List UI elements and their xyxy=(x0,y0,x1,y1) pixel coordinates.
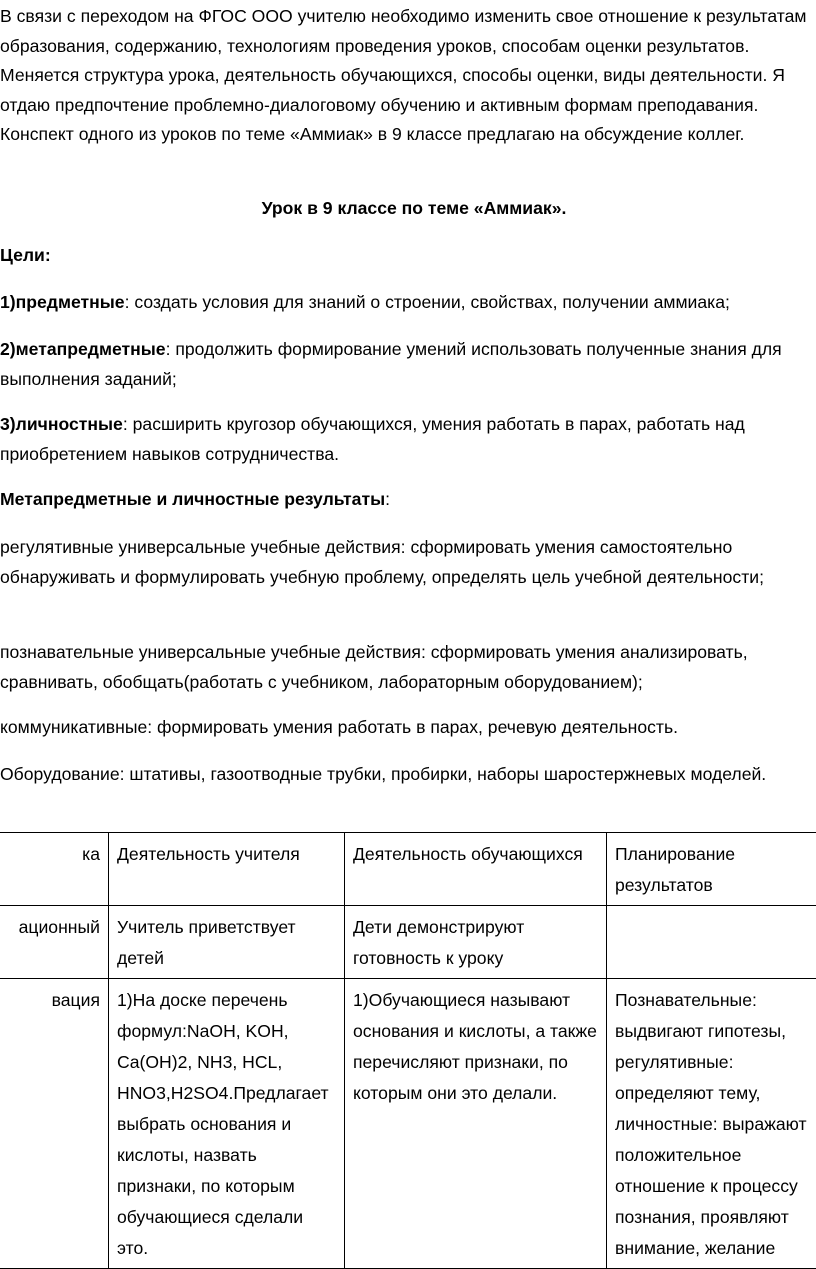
result-regulative: регулятивные универсальные учебные действия: сформировать умения самостоятельно обнаруживать и формулировать учебную проблему, определять цель учебной деятельности; xyxy=(0,533,812,592)
result-communicative: коммуникативные: формировать умения работать в парах, речевую деятельность. xyxy=(0,713,812,743)
table-cell: Дети демонстрируют готовность к уроку xyxy=(345,906,607,979)
equipment-paragraph: Оборудование: штативы, газоотводные трубки, пробирки, наборы шаростержневых моделей. xyxy=(0,760,812,790)
goal-subject-label: 1)предметные xyxy=(0,292,125,312)
goal-metasubject-text: : продолжить формирование умений использовать полученные знания для выполнения заданий; xyxy=(0,339,782,389)
table-cell: ационный xyxy=(0,906,109,979)
table-cell: Учитель приветствует детей xyxy=(109,906,345,979)
lesson-table xyxy=(0,832,816,1269)
table-header-cell: Деятельность учителя xyxy=(109,833,345,906)
goal-metasubject-label: 2)метапредметные xyxy=(0,339,166,359)
lesson-title: Урок в 9 классе по теме «Аммиак». xyxy=(0,194,816,224)
table-cell: 1)На доске перечень формул:NaOH, KOH, Ca(OH)2, NH3, HCL, HNO3,H2SO4.Предлагает выбрать основания и кислоты, назвать признаки, по которым обучающиеся сделали это. xyxy=(109,979,345,1269)
goal-metasubject xyxy=(0,335,800,394)
results-heading xyxy=(0,485,390,515)
results-heading-label: Метапредметные и личностные результаты xyxy=(0,489,385,509)
table-cell: 1)Обучающиеся называют основания и кислоты, а также перечисляют признаки, по которым они это делали. xyxy=(345,979,607,1269)
results-heading-colon: : xyxy=(385,489,390,509)
table-cell xyxy=(607,906,816,979)
table-header-cell: ка xyxy=(0,833,109,906)
table-row xyxy=(0,979,816,1269)
table-header-row xyxy=(0,833,816,906)
goal-subject-text: : создать условия для знаний о строении, свойствах, получении аммиака; xyxy=(125,292,730,312)
table-cell: вация xyxy=(0,979,109,1269)
goal-personal-label: 3)личностные xyxy=(0,414,123,434)
table-row xyxy=(0,906,816,979)
table-cell: Познавательные: выдвигают гипотезы, регулятивные: определяют тему, личностные: выражают положительное отношение к процессу познания, проявляют внимание, желание xyxy=(607,979,816,1269)
goals-heading: Цели: xyxy=(0,241,51,271)
table-header-cell: Планирование результатов xyxy=(607,833,816,906)
goal-personal xyxy=(0,410,812,469)
table-header-cell: Деятельность обучающихся xyxy=(345,833,607,906)
intro-paragraph: В связи с переходом на ФГОС ООО учителю необходимо изменить свое отношение к результатам образования, содержанию, технологиям проведения уроков, способам оценки результатов. Меняется структура урока, деятельность обучающихся, способы оценки, виды деятельности. Я отдаю предпочтение проблемно-диалоговому обучению и активным формам преподавания. Конспект одного из уроков по теме «Аммиак» в 9 классе предлагаю на обсуждение коллег. xyxy=(0,2,812,150)
goal-subject xyxy=(0,288,812,318)
result-cognitive: познавательные универсальные учебные действия: сформировать умения анализировать, сравнивать, обобщать(работать с учебником, лабораторным оборудованием); xyxy=(0,638,816,697)
goal-personal-text: : расширить кругозор обучающихся, умения работать в парах, работать над приобретением навыков сотрудничества. xyxy=(0,414,745,464)
